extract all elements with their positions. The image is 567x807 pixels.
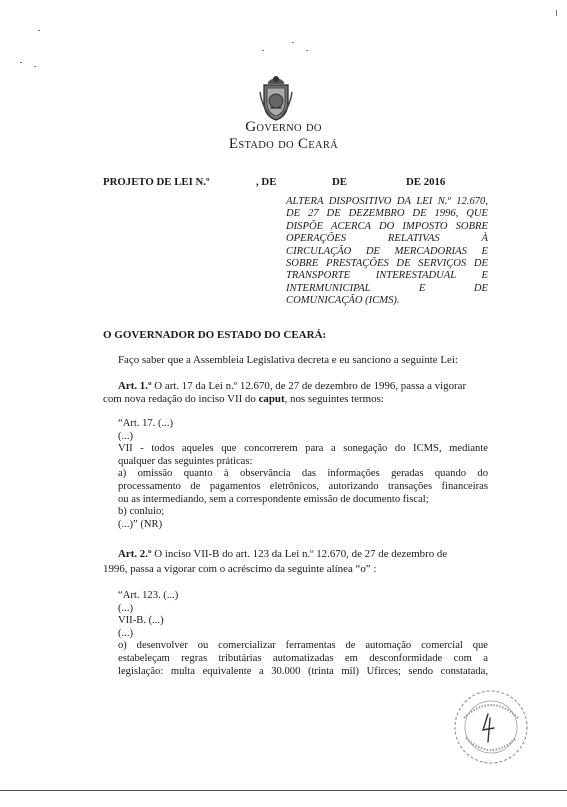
governor-heading: O GOVERNADOR DO ESTADO DO CEARÁ:: [103, 329, 327, 341]
bill-title: PROJETO DE LEI N.º: [103, 176, 210, 188]
quote-line: o) desenvolver ou comercializar ferramentas de automação comercial que: [118, 640, 488, 652]
ementa-line: DISPÕE ACERCA DO IMPOSTO SOBRE: [286, 220, 488, 232]
art1-text: O art. 17 da Lei n.º 12.670, de 27 de dezembro de 1996, passa a vigorar: [151, 380, 467, 392]
ementa: [286, 196, 488, 308]
header-text: DO: [278, 140, 294, 151]
art2-line1: [118, 548, 447, 560]
quote-line: estabeleçam regras tributárias automatizadas em desconformidade com a: [118, 652, 488, 664]
quote-line: (...): [118, 602, 134, 614]
quote-line: processamento de pagamentos eletrônicos, autorizando transações financeiras: [118, 480, 488, 492]
coat-of-arms-icon: [256, 72, 296, 122]
quote-line: legislação: multa equivalente a 30.000 (trinta mil) Ufirces; sendo constatada,: [118, 665, 488, 677]
header-governo-do: [0, 119, 567, 136]
official-stamp-icon: [452, 688, 530, 766]
quote-line: “Art. 123. (...): [118, 590, 179, 601]
header-text: C: [297, 136, 309, 152]
header-text: E: [228, 136, 239, 152]
art2-line2: 1996, passa a vigorar com o acréscimo da seguinte alínea “o” :: [103, 563, 377, 575]
ementa-line: CIRCULAÇÃO DE MERCADORIAS E: [286, 245, 488, 257]
header-text: EARÁ: [308, 140, 339, 151]
header-text: OVERNO: [256, 123, 302, 134]
art1-quoted-text: [118, 418, 488, 531]
ementa-line: OPERAÇÕES RELATIVAS À: [286, 233, 488, 245]
ementa-line: DE 27 DE DEZEMBRO DE 1996, QUE: [286, 208, 488, 220]
header-text: STADO: [238, 140, 275, 151]
quote-line: “Art. 17. (...): [118, 418, 174, 429]
scan-speck: [20, 62, 22, 63]
art1-text: com nova redação do inciso VII do: [103, 393, 259, 405]
bill-year: DE 2016: [406, 176, 446, 188]
art2-label: Art. 2.º: [118, 548, 152, 560]
quote-line: VII - todos aqueles que concorrerem para a sonegação do ICMS, mediante: [118, 443, 488, 455]
ementa-line: INTERMUNICIPAL E DE: [286, 282, 488, 294]
quote-line: b) conluio;: [118, 506, 165, 518]
art1-label: Art. 1.º: [118, 380, 152, 392]
ementa-line: SOBRE PRESTAÇÕES DE SERVIÇOS DE: [286, 258, 488, 270]
page-bottom-edge: [0, 790, 567, 791]
art1-text: , nos seguintes termos:: [284, 393, 384, 405]
art1-line2: [103, 393, 384, 405]
bill-date-de: DE: [332, 176, 347, 188]
quote-line: (...): [118, 627, 134, 639]
scan-speck: [34, 66, 36, 67]
ementa-line: COMUNICAÇÃO (ICMS).: [286, 295, 400, 307]
enactment-clause: Faço saber que a Assembleia Legislativa decreta e eu sanciono a seguinte Lei:: [118, 354, 458, 366]
quote-line: a) omissão quanto à observância das informações geradas quando do: [118, 468, 488, 480]
quote-line: qualquer das seguintes práticas:: [118, 455, 253, 467]
header-estado-do-ceara: [0, 136, 567, 153]
bill-date-de: , DE: [256, 176, 277, 188]
scan-speck: [292, 42, 294, 43]
scan-speck: [556, 10, 557, 16]
ementa-line: ALTERA DISPOSITIVO DA LEI N.º 12.670,: [286, 196, 488, 207]
art2-text: O inciso VII-B do art. 123 da Lei n.º 12.670, de 27 de dezembro de: [151, 548, 448, 560]
scan-speck: [262, 50, 264, 51]
art2-quoted-text: [118, 590, 488, 678]
art1-line1: [118, 380, 466, 392]
art1-caput: caput: [258, 393, 285, 405]
quote-line: ou as intermediando, sem a correspondente emissão de documento fiscal;: [118, 493, 429, 505]
ementa-line: TRANSPORTE INTERESTADUAL E: [286, 270, 488, 282]
quote-line: (...): [118, 430, 134, 442]
header-text: G: [245, 119, 257, 135]
header-text: DO: [306, 123, 322, 134]
scan-speck: [38, 30, 40, 31]
scan-speck: [306, 50, 308, 51]
quote-line: (...)” (NR): [118, 518, 163, 530]
quote-line: VII-B. (...): [118, 615, 164, 627]
